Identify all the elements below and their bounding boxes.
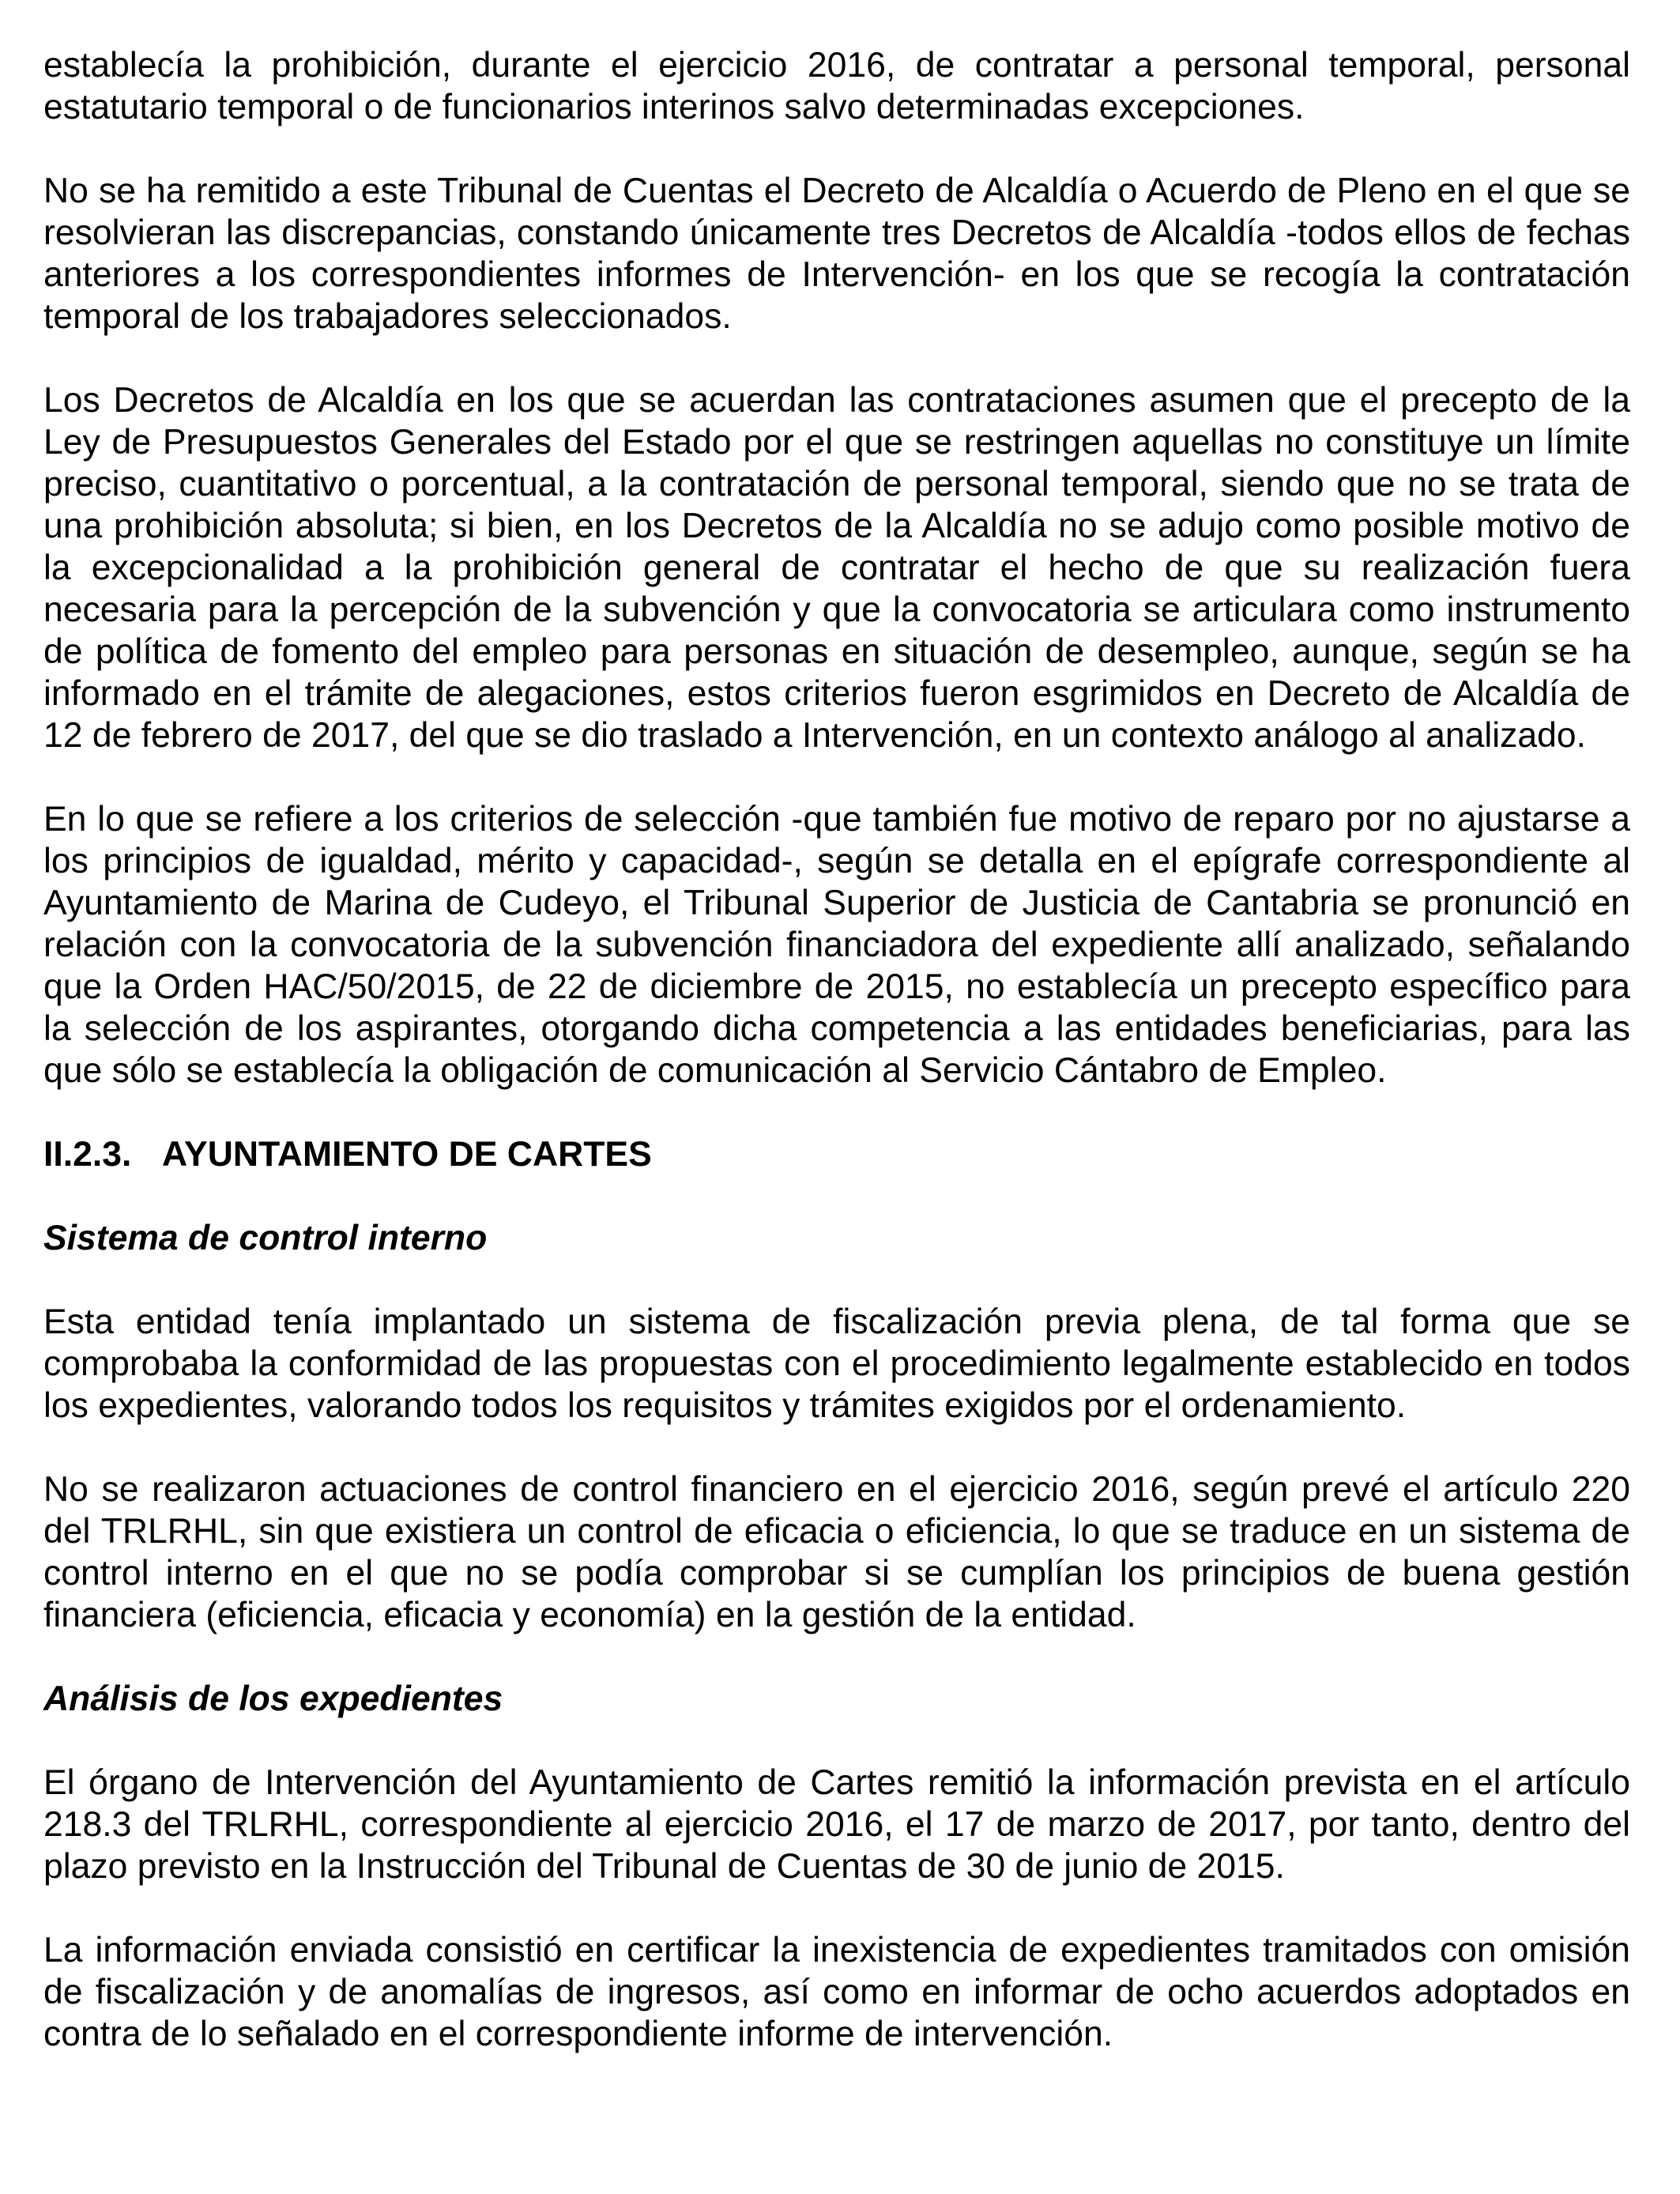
paragraph-criterios-seleccion: En lo que se refiere a los criterios de selección -que también fue motivo de reparo por no ajustarse a los principios de igualdad, mérito y capacidad-, según se detalla en el epígrafe correspondiente al Ayuntamiento de Marina de Cudeyo, el Tribunal Superior de Justicia de Cantabria se pronunció en relación con la convocatoria de la subvención financiadora del expediente allí analizado, señalando que la Orden HAC/50/2015, de 22 de diciembre de 2015, no establecía un precepto específico para la selección de los aspirantes, otorgando dicha competencia a las entidades beneficiarias, para las que sólo se establecía la obligación de comunicación al Servicio Cántabro de Empleo. bbox=[43, 800, 1630, 1090]
paragraph-decretos-remitidos: No se ha remitido a este Tribunal de Cuentas el Decreto de Alcaldía o Acuerdo de Pleno en el que se resolvieran las discrepancias, constando únicamente tres Decretos de Alcaldía -todos ellos de fechas anteriores a los correspondientes informes de Intervención- en los que se recogía la contratación temporal de los trabajadores seleccionados. bbox=[43, 172, 1630, 336]
subheading-analisis-expedientes: Análisis de los expedientes bbox=[43, 1679, 503, 1718]
paragraph-prohibicion: establecía la prohibición, durante el ejercicio 2016, de contratar a personal temporal, personal estatutario temporal o de funcionarios interinos salvo determinadas excepciones. bbox=[43, 46, 1630, 126]
paragraph-informacion-remitida: El órgano de Intervención del Ayuntamiento de Cartes remitió la información prevista en el artículo 218.3 del TRLRHL, correspondiente al ejercicio 2016, el 17 de marzo de 2017, por tanto, dentro del plazo previsto en la Instrucción del Tribunal de Cuentas de 30 de junio de 2015. bbox=[43, 1763, 1630, 1886]
paragraph-fiscalizacion-previa: Esta entidad tenía implantado un sistema de fiscalización previa plena, de tal forma que se comprobaba la conformidad de las propuestas con el procedimiento legalmente establecido en todos los expedientes, valorando todos los requisitos y trámites exigidos por el ordenamiento. bbox=[43, 1302, 1630, 1425]
paragraph-decretos-contrataciones: Los Decretos de Alcaldía en los que se acuerdan las contrataciones asumen que el precepto de la Ley de Presupuestos Generales del Estado por el que se restringen aquellas no constituye un límite preciso, cuantitativo o porcentual, a la contratación de personal temporal, siendo que no se trata de una prohibición absoluta; si bien, en los Decretos de la Alcaldía no se adujo como posible motivo de la excepcionalidad a la prohibición general de contratar el hecho de que su realización fuera necesaria para la percepción de la subvención y que la convocatoria se articulara como instrumento de política de fomento del empleo para personas en situación de desempleo, aunque, según se ha informado en el trámite de alegaciones, estos criterios fueron esgrimidos en Decreto de Alcaldía de 12 de febrero de 2017, del que se dio traslado a Intervención, en un contexto análogo al analizado. bbox=[43, 381, 1630, 755]
paragraph-control-financiero: No se realizaron actuaciones de control financiero en el ejercicio 2016, según prevé el artículo 220 del TRLRHL, sin que existiera un control de eficacia o eficiencia, lo que se traduce en un sistema de control interno en el que no se podía comprobar si se cumplían los principios de buena gestión financiera (eficiencia, eficacia y economía) en la gestión de la entidad. bbox=[43, 1470, 1630, 1634]
subheading-control-interno: Sistema de control interno bbox=[43, 1219, 488, 1257]
section-number: II.2.3. bbox=[43, 1135, 132, 1174]
document-page bbox=[43, 44, 1630, 2097]
section-heading bbox=[43, 1133, 1630, 1175]
section-title: AYUNTAMIENTO DE CARTES bbox=[162, 1135, 652, 1174]
paragraph-informacion-enviada: La información enviada consistió en certificar la inexistencia de expedientes tramitados con omisión de fiscalización y de anomalías de ingresos, así como en informar de ocho acuerdos adoptados en contra de lo señalado en el correspondiente informe de intervención. bbox=[43, 1931, 1630, 2053]
